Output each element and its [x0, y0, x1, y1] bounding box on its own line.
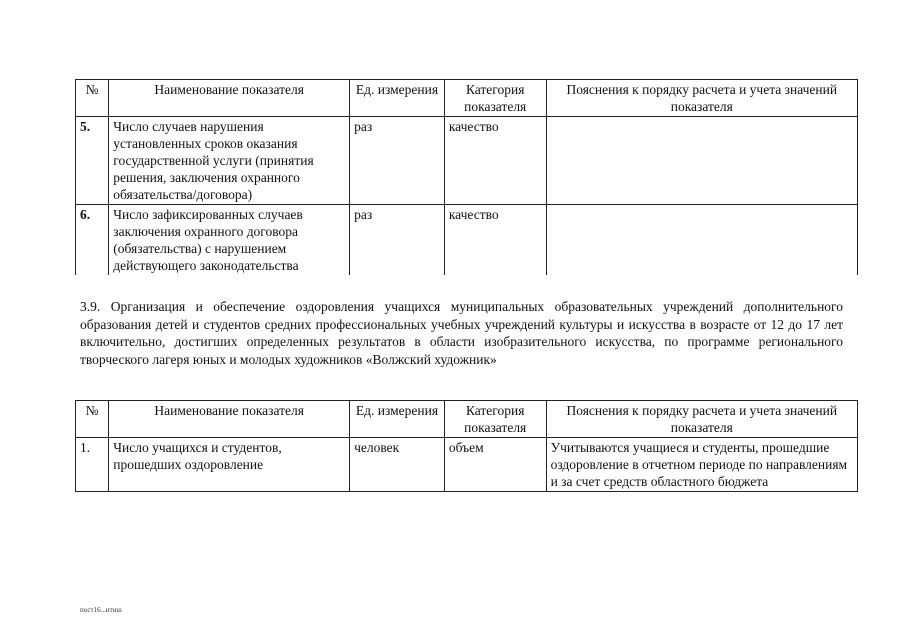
- row-notes: [546, 117, 857, 205]
- row-category: качество: [444, 205, 546, 276]
- row-name: Число зафиксированных случаев заключения охранного договора (обязательства) с нарушением действующего законодательства: [109, 205, 350, 276]
- header-num: №: [76, 80, 109, 117]
- row-notes: Учитываются учащиеся и студенты, прошедшие оздоровление в отчетном периоде по направлениям и за счет средств областного бюджета: [546, 438, 857, 492]
- header-name: Наименование показателя: [109, 80, 350, 117]
- table-row: [76, 117, 858, 205]
- row-category: качество: [444, 117, 546, 205]
- section-paragraph: 3.9. Организация и обеспечение оздоровления учащихся муниципальных образовательных учреждений дополнительного образования детей и студентов средних профессиональных учебных учреждений культуры и искусства в возрасте от 12 до 17 лет включительно, достигших определенных результатов в области изобразительного искусства, по программе регионального творческого лагеря юных и молодых художников «Волжский художник»: [80, 299, 843, 367]
- header-unit: Ед. измерения: [350, 401, 445, 438]
- row-name: Число случаев нарушения установленных сроков оказания государственной услуги (принятия решения, заключения охранного обязательства/договора): [109, 117, 350, 205]
- row-num: 6.: [76, 205, 109, 276]
- indicators-table-top: [75, 79, 858, 275]
- row-unit: раз: [350, 205, 445, 276]
- header-category: Категория показателя: [444, 401, 546, 438]
- indicators-table-bottom: [75, 400, 858, 492]
- table-header-row: [76, 401, 858, 438]
- row-num: 5.: [76, 117, 109, 205]
- row-num: 1.: [76, 438, 109, 492]
- row-notes: [546, 205, 857, 276]
- row-unit: человек: [350, 438, 445, 492]
- header-notes: Пояснения к порядку расчета и учета значений показателя: [546, 401, 857, 438]
- table-row: [76, 438, 858, 492]
- header-notes: Пояснения к порядку расчета и учета значений показателя: [546, 80, 857, 117]
- header-name: Наименование показателя: [109, 401, 350, 438]
- table-header-row: [76, 80, 858, 117]
- header-num: №: [76, 401, 109, 438]
- header-unit: Ед. измерения: [350, 80, 445, 117]
- footer-code: пост16...итиш: [80, 606, 122, 614]
- row-category: объем: [444, 438, 546, 492]
- table-row: [76, 205, 858, 276]
- row-unit: раз: [350, 117, 445, 205]
- header-category: Категория показателя: [444, 80, 546, 117]
- row-name: Число учащихся и студентов, прошедших оздоровление: [109, 438, 350, 492]
